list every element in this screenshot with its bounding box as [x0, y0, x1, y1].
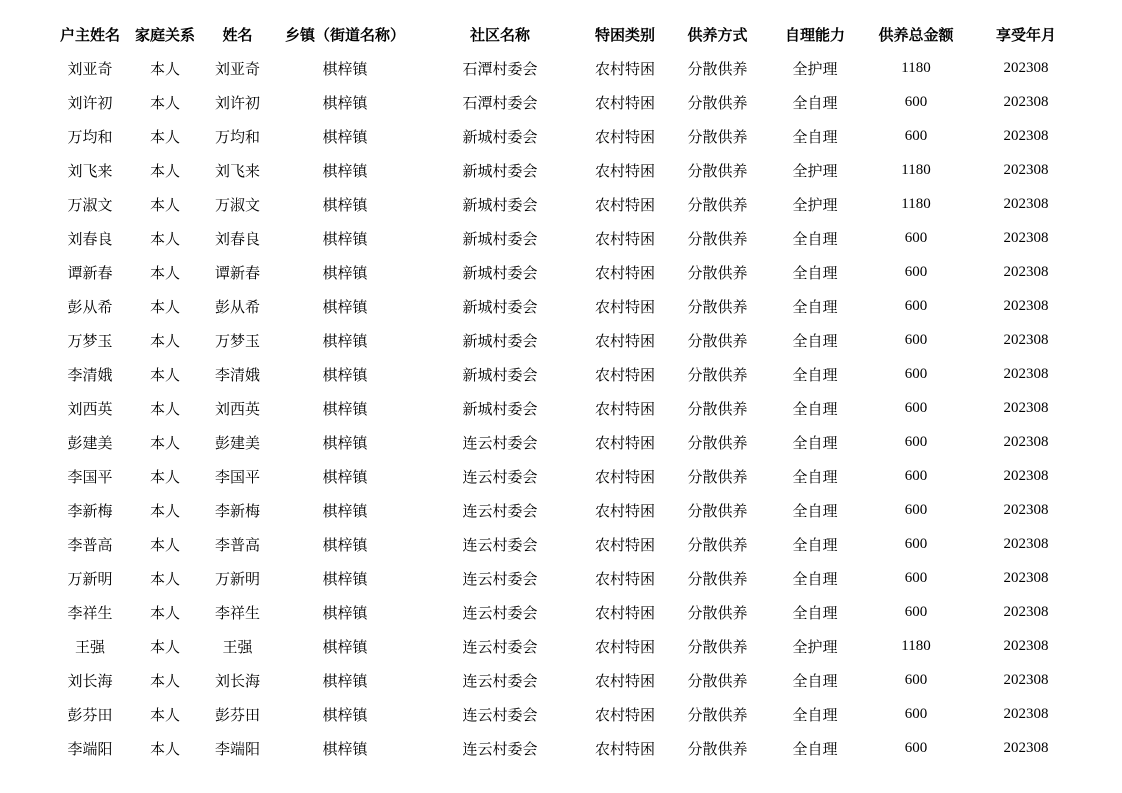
- household-head-cell: 万淑文: [67, 195, 113, 214]
- name-cell: 刘飞来: [214, 161, 260, 180]
- household-head-cell: 李国平: [67, 467, 113, 486]
- month-cell: 202308: [1003, 195, 1049, 212]
- month-cell: 202308: [1003, 603, 1049, 620]
- category-cell: 农村特困: [594, 127, 655, 146]
- category-cell: 农村特困: [594, 399, 655, 418]
- community-cell: 新城村委会: [462, 229, 538, 248]
- month-cell: 202308: [1003, 365, 1049, 382]
- header-name: 姓名: [222, 25, 253, 44]
- township-cell: 棋梓镇: [322, 229, 368, 248]
- name-cell: 刘亚奇: [214, 59, 260, 78]
- township-cell: 棋梓镇: [322, 331, 368, 350]
- community-cell: 石潭村委会: [462, 93, 538, 112]
- name-cell: 刘长海: [214, 671, 260, 690]
- name-cell: 李清娥: [214, 365, 260, 384]
- category-cell: 农村特困: [594, 467, 655, 486]
- amount-cell: 600: [904, 705, 928, 722]
- month-cell: 202308: [1003, 501, 1049, 518]
- community-cell: 连云村委会: [462, 569, 538, 588]
- self-care-cell: 全自理: [792, 127, 838, 146]
- self-care-cell: 全护理: [792, 161, 838, 180]
- relation-cell: 本人: [149, 671, 180, 690]
- amount-cell: 600: [904, 569, 928, 586]
- relation-cell: 本人: [149, 637, 180, 656]
- relation-cell: 本人: [149, 229, 180, 248]
- category-cell: 农村特困: [594, 331, 655, 350]
- category-cell: 农村特困: [594, 297, 655, 316]
- township-cell: 棋梓镇: [322, 671, 368, 690]
- community-cell: 连云村委会: [462, 535, 538, 554]
- relation-cell: 本人: [149, 399, 180, 418]
- category-cell: 农村特困: [594, 637, 655, 656]
- table-row: [50, 595, 1080, 629]
- household-head-cell: 李清娥: [67, 365, 113, 384]
- table-row: [50, 391, 1080, 425]
- household-head-cell: 刘许初: [67, 93, 113, 112]
- table-row: [50, 629, 1080, 663]
- support-mode-cell: 分散供养: [687, 59, 748, 78]
- amount-cell: 600: [904, 365, 928, 382]
- relation-cell: 本人: [149, 433, 180, 452]
- self-care-cell: 全自理: [792, 263, 838, 282]
- household-head-cell: 彭从希: [67, 297, 113, 316]
- community-cell: 新城村委会: [462, 127, 538, 146]
- table-row: [50, 493, 1080, 527]
- township-cell: 棋梓镇: [322, 93, 368, 112]
- self-care-cell: 全护理: [792, 59, 838, 78]
- category-cell: 农村特困: [594, 365, 655, 384]
- community-cell: 连云村委会: [462, 739, 538, 758]
- household-head-cell: 刘亚奇: [67, 59, 113, 78]
- household-head-cell: 李端阳: [67, 739, 113, 758]
- table-row: [50, 323, 1080, 357]
- name-cell: 李祥生: [214, 603, 260, 622]
- support-mode-cell: 分散供养: [687, 637, 748, 656]
- month-cell: 202308: [1003, 263, 1049, 280]
- support-mode-cell: 分散供养: [687, 229, 748, 248]
- community-cell: 新城村委会: [462, 399, 538, 418]
- self-care-cell: 全自理: [792, 569, 838, 588]
- township-cell: 棋梓镇: [322, 195, 368, 214]
- support-mode-cell: 分散供养: [687, 161, 748, 180]
- support-mode-cell: 分散供养: [687, 705, 748, 724]
- self-care-cell: 全护理: [792, 195, 838, 214]
- support-mode-cell: 分散供养: [687, 331, 748, 350]
- amount-cell: 600: [904, 501, 928, 518]
- header-month: 享受年月: [995, 25, 1056, 44]
- name-cell: 万淑文: [214, 195, 260, 214]
- category-cell: 农村特困: [594, 229, 655, 248]
- community-cell: 连云村委会: [462, 501, 538, 520]
- relation-cell: 本人: [149, 297, 180, 316]
- relation-cell: 本人: [149, 535, 180, 554]
- name-cell: 万梦玉: [214, 331, 260, 350]
- community-cell: 连云村委会: [462, 671, 538, 690]
- community-cell: 连云村委会: [462, 603, 538, 622]
- relation-cell: 本人: [149, 59, 180, 78]
- relief-roster-table: [50, 17, 1080, 765]
- community-cell: 新城村委会: [462, 161, 538, 180]
- township-cell: 棋梓镇: [322, 263, 368, 282]
- township-cell: 棋梓镇: [322, 569, 368, 588]
- name-cell: 李新梅: [214, 501, 260, 520]
- name-cell: 李端阳: [214, 739, 260, 758]
- community-cell: 连云村委会: [462, 637, 538, 656]
- header-household-head: 户主姓名: [59, 25, 120, 44]
- household-head-cell: 刘西英: [67, 399, 113, 418]
- amount-cell: 1180: [901, 637, 931, 654]
- support-mode-cell: 分散供养: [687, 399, 748, 418]
- community-cell: 新城村委会: [462, 297, 538, 316]
- household-head-cell: 万梦玉: [67, 331, 113, 350]
- name-cell: 彭建美: [214, 433, 260, 452]
- self-care-cell: 全自理: [792, 433, 838, 452]
- month-cell: 202308: [1003, 535, 1049, 552]
- name-cell: 刘春良: [214, 229, 260, 248]
- amount-cell: 1180: [901, 59, 931, 76]
- household-head-cell: 李新梅: [67, 501, 113, 520]
- table-row: [50, 425, 1080, 459]
- township-cell: 棋梓镇: [322, 433, 368, 452]
- support-mode-cell: 分散供养: [687, 365, 748, 384]
- relation-cell: 本人: [149, 263, 180, 282]
- self-care-cell: 全自理: [792, 331, 838, 350]
- household-head-cell: 彭建美: [67, 433, 113, 452]
- category-cell: 农村特困: [594, 705, 655, 724]
- amount-cell: 600: [904, 399, 928, 416]
- amount-cell: 600: [904, 535, 928, 552]
- household-head-cell: 刘飞来: [67, 161, 113, 180]
- support-mode-cell: 分散供养: [687, 195, 748, 214]
- month-cell: 202308: [1003, 297, 1049, 314]
- category-cell: 农村特困: [594, 433, 655, 452]
- support-mode-cell: 分散供养: [687, 297, 748, 316]
- household-head-cell: 李普高: [67, 535, 113, 554]
- self-care-cell: 全自理: [792, 501, 838, 520]
- community-cell: 连云村委会: [462, 705, 538, 724]
- amount-cell: 600: [904, 603, 928, 620]
- name-cell: 李普高: [214, 535, 260, 554]
- self-care-cell: 全自理: [792, 705, 838, 724]
- household-head-cell: 万新明: [67, 569, 113, 588]
- household-head-cell: 李祥生: [67, 603, 113, 622]
- support-mode-cell: 分散供养: [687, 501, 748, 520]
- header-support-mode: 供养方式: [687, 25, 748, 44]
- category-cell: 农村特困: [594, 263, 655, 282]
- self-care-cell: 全自理: [792, 229, 838, 248]
- township-cell: 棋梓镇: [322, 501, 368, 520]
- table-row: [50, 187, 1080, 221]
- header-amount: 供养总金额: [878, 25, 954, 44]
- support-mode-cell: 分散供养: [687, 467, 748, 486]
- support-mode-cell: 分散供养: [687, 127, 748, 146]
- month-cell: 202308: [1003, 705, 1049, 722]
- relation-cell: 本人: [149, 467, 180, 486]
- relation-cell: 本人: [149, 739, 180, 758]
- support-mode-cell: 分散供养: [687, 569, 748, 588]
- township-cell: 棋梓镇: [322, 399, 368, 418]
- self-care-cell: 全自理: [792, 297, 838, 316]
- amount-cell: 600: [904, 739, 928, 756]
- month-cell: 202308: [1003, 433, 1049, 450]
- category-cell: 农村特困: [594, 501, 655, 520]
- community-cell: 新城村委会: [462, 331, 538, 350]
- name-cell: 万新明: [214, 569, 260, 588]
- month-cell: 202308: [1003, 161, 1049, 178]
- month-cell: 202308: [1003, 59, 1049, 76]
- support-mode-cell: 分散供养: [687, 739, 748, 758]
- community-cell: 石潭村委会: [462, 59, 538, 78]
- community-cell: 新城村委会: [462, 365, 538, 384]
- table-row: [50, 255, 1080, 289]
- township-cell: 棋梓镇: [322, 467, 368, 486]
- self-care-cell: 全自理: [792, 603, 838, 622]
- month-cell: 202308: [1003, 637, 1049, 654]
- header-community: 社区名称: [469, 25, 530, 44]
- self-care-cell: 全自理: [792, 93, 838, 112]
- support-mode-cell: 分散供养: [687, 603, 748, 622]
- household-head-cell: 谭新春: [67, 263, 113, 282]
- month-cell: 202308: [1003, 671, 1049, 688]
- community-cell: 连云村委会: [462, 433, 538, 452]
- township-cell: 棋梓镇: [322, 705, 368, 724]
- relation-cell: 本人: [149, 161, 180, 180]
- month-cell: 202308: [1003, 739, 1049, 756]
- self-care-cell: 全自理: [792, 399, 838, 418]
- table-row: [50, 119, 1080, 153]
- table-row: [50, 221, 1080, 255]
- table-row: [50, 153, 1080, 187]
- name-cell: 李国平: [214, 467, 260, 486]
- header-category: 特困类别: [594, 25, 655, 44]
- household-head-cell: 刘春良: [67, 229, 113, 248]
- self-care-cell: 全自理: [792, 739, 838, 758]
- self-care-cell: 全自理: [792, 365, 838, 384]
- month-cell: 202308: [1003, 93, 1049, 110]
- community-cell: 新城村委会: [462, 263, 538, 282]
- table-row: [50, 731, 1080, 765]
- category-cell: 农村特困: [594, 569, 655, 588]
- relation-cell: 本人: [149, 569, 180, 588]
- amount-cell: 600: [904, 263, 928, 280]
- household-head-cell: 刘长海: [67, 671, 113, 690]
- self-care-cell: 全自理: [792, 535, 838, 554]
- header-relation: 家庭关系: [134, 25, 195, 44]
- amount-cell: 600: [904, 467, 928, 484]
- relation-cell: 本人: [149, 331, 180, 350]
- category-cell: 农村特困: [594, 59, 655, 78]
- table-row: [50, 51, 1080, 85]
- township-cell: 棋梓镇: [322, 297, 368, 316]
- support-mode-cell: 分散供养: [687, 671, 748, 690]
- month-cell: 202308: [1003, 229, 1049, 246]
- self-care-cell: 全自理: [792, 671, 838, 690]
- relation-cell: 本人: [149, 93, 180, 112]
- amount-cell: 600: [904, 671, 928, 688]
- support-mode-cell: 分散供养: [687, 433, 748, 452]
- name-cell: 彭从希: [214, 297, 260, 316]
- township-cell: 棋梓镇: [322, 365, 368, 384]
- support-mode-cell: 分散供养: [687, 535, 748, 554]
- relation-cell: 本人: [149, 705, 180, 724]
- support-mode-cell: 分散供养: [687, 263, 748, 282]
- township-cell: 棋梓镇: [322, 603, 368, 622]
- amount-cell: 600: [904, 331, 928, 348]
- header-self-care: 自理能力: [784, 25, 845, 44]
- table-row: [50, 357, 1080, 391]
- name-cell: 刘西英: [214, 399, 260, 418]
- community-cell: 连云村委会: [462, 467, 538, 486]
- month-cell: 202308: [1003, 569, 1049, 586]
- township-cell: 棋梓镇: [322, 161, 368, 180]
- amount-cell: 600: [904, 433, 928, 450]
- name-cell: 刘许初: [214, 93, 260, 112]
- amount-cell: 1180: [901, 195, 931, 212]
- category-cell: 农村特困: [594, 93, 655, 112]
- name-cell: 谭新春: [214, 263, 260, 282]
- month-cell: 202308: [1003, 467, 1049, 484]
- name-cell: 王强: [222, 637, 253, 656]
- amount-cell: 600: [904, 93, 928, 110]
- amount-cell: 1180: [901, 161, 931, 178]
- name-cell: 彭芬田: [214, 705, 260, 724]
- household-head-cell: 彭芬田: [67, 705, 113, 724]
- category-cell: 农村特困: [594, 195, 655, 214]
- self-care-cell: 全自理: [792, 467, 838, 486]
- township-cell: 棋梓镇: [322, 59, 368, 78]
- table-row: [50, 85, 1080, 119]
- table-row: [50, 561, 1080, 595]
- relation-cell: 本人: [149, 127, 180, 146]
- table-row: [50, 663, 1080, 697]
- category-cell: 农村特困: [594, 535, 655, 554]
- table-row: [50, 697, 1080, 731]
- support-mode-cell: 分散供养: [687, 93, 748, 112]
- township-cell: 棋梓镇: [322, 739, 368, 758]
- header-township: 乡镇（街道名称）: [284, 25, 405, 44]
- table-row: [50, 527, 1080, 561]
- community-cell: 新城村委会: [462, 195, 538, 214]
- month-cell: 202308: [1003, 127, 1049, 144]
- table-row: [50, 459, 1080, 493]
- township-cell: 棋梓镇: [322, 535, 368, 554]
- table-body: [50, 51, 1080, 765]
- township-cell: 棋梓镇: [322, 637, 368, 656]
- township-cell: 棋梓镇: [322, 127, 368, 146]
- name-cell: 万均和: [214, 127, 260, 146]
- category-cell: 农村特困: [594, 739, 655, 758]
- amount-cell: 600: [904, 297, 928, 314]
- category-cell: 农村特困: [594, 671, 655, 690]
- amount-cell: 600: [904, 229, 928, 246]
- header-row: [50, 17, 1080, 51]
- relation-cell: 本人: [149, 501, 180, 520]
- amount-cell: 600: [904, 127, 928, 144]
- self-care-cell: 全护理: [792, 637, 838, 656]
- relation-cell: 本人: [149, 365, 180, 384]
- month-cell: 202308: [1003, 399, 1049, 416]
- table-row: [50, 289, 1080, 323]
- category-cell: 农村特困: [594, 603, 655, 622]
- relation-cell: 本人: [149, 603, 180, 622]
- household-head-cell: 万均和: [67, 127, 113, 146]
- category-cell: 农村特困: [594, 161, 655, 180]
- household-head-cell: 王强: [74, 637, 105, 656]
- relation-cell: 本人: [149, 195, 180, 214]
- month-cell: 202308: [1003, 331, 1049, 348]
